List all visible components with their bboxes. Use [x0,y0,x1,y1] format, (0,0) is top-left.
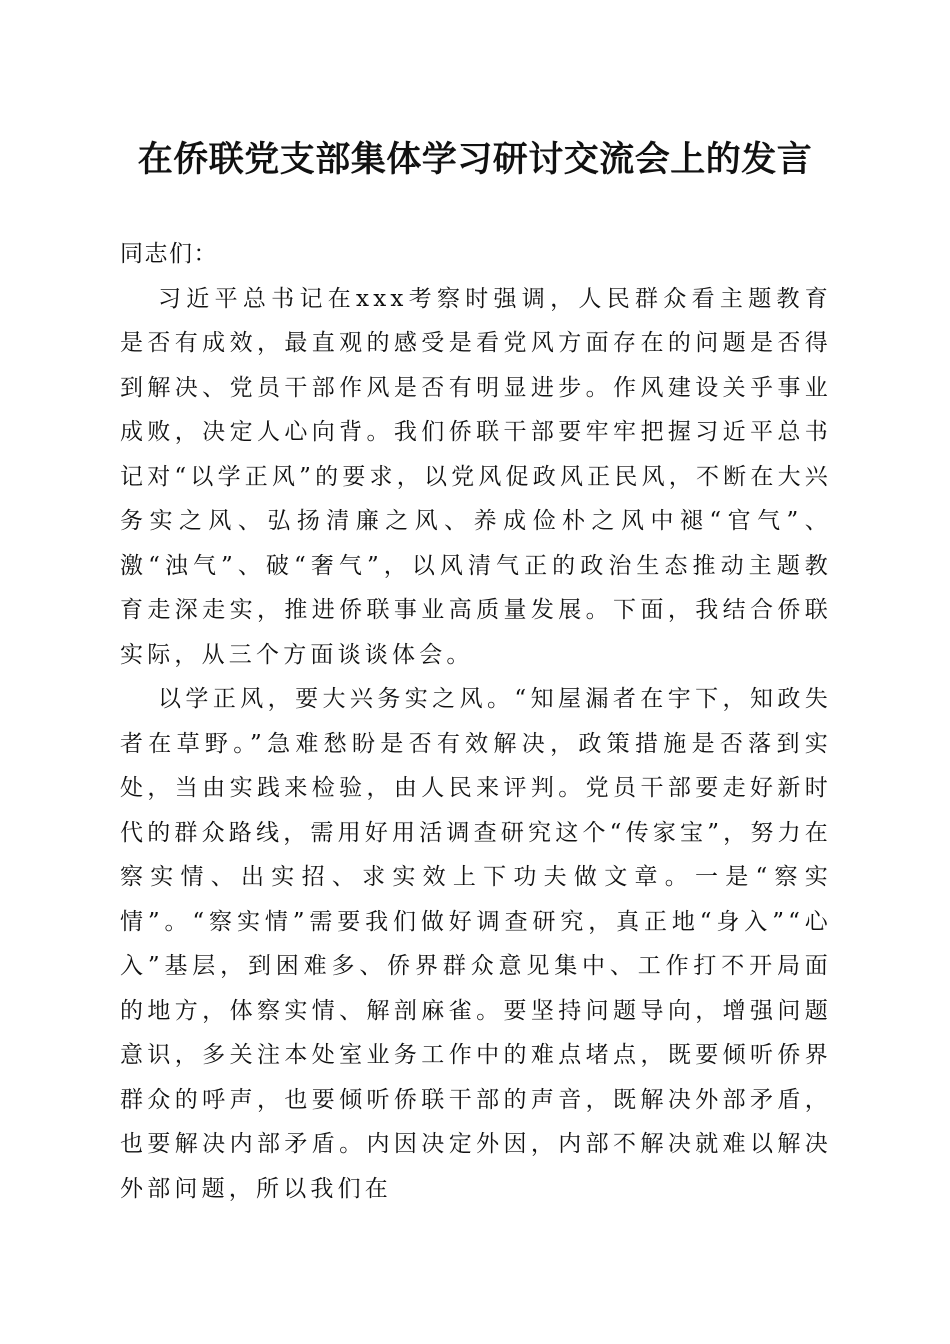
document-body [120,232,832,1211]
paragraph-practical-style: 以学正风，要大兴务实之风。“知屋漏者在宇下，知政失者在草野。”急难愁盼是否有效解决，政策措施是否落到实处，当由实践来检验，由人民来评判。党员干部要走好新时代的群众路线，需用好用活调查研究这个“传家宝”，努力在察实情、出实招、求实效上下功夫做文章。一是“察实情”。“察实情”需要我们做好调查研究，真正地“身入”“心入”基层，到困难多、侨界群众意见集中、工作打不开局面的地方，体察实情、解剖麻雀。要坚持问题导向，增强问题意识，多关注本处室业务工作中的难点堵点，既要倾听侨界群众的呼声，也要倾听侨联干部的声音，既解决外部矛盾，也要解决内部矛盾。内因决定外因，内部不解决就难以解决外部问题，所以我们在 [120,686,832,1202]
salutation: 同志们： [120,241,218,267]
paragraph-intro: 习近平总书记在xxx考察时强调，人民群众看主题教育是否有成效，最直观的感受是看党风方面存在的问题是否得到解决、党员干部作风是否有明显进步。作风建设关乎事业成败，决定人心向背。我们侨联干部要牢牢把握习近平总书记对“以学正风”的要求，以党风促政风正民风，不断在大兴务实之风、弘扬清廉之风、养成俭朴之风中褪“官气”、激“浊气”、破“奢气”，以风清气正的政治生态推动主题教育走深走实，推进侨联事业高质量发展。下面，我结合侨联实际，从三个方面谈谈体会。 [120,285,832,668]
document-title: 在侨联党支部集体学习研讨交流会上的发言 [137,140,813,180]
